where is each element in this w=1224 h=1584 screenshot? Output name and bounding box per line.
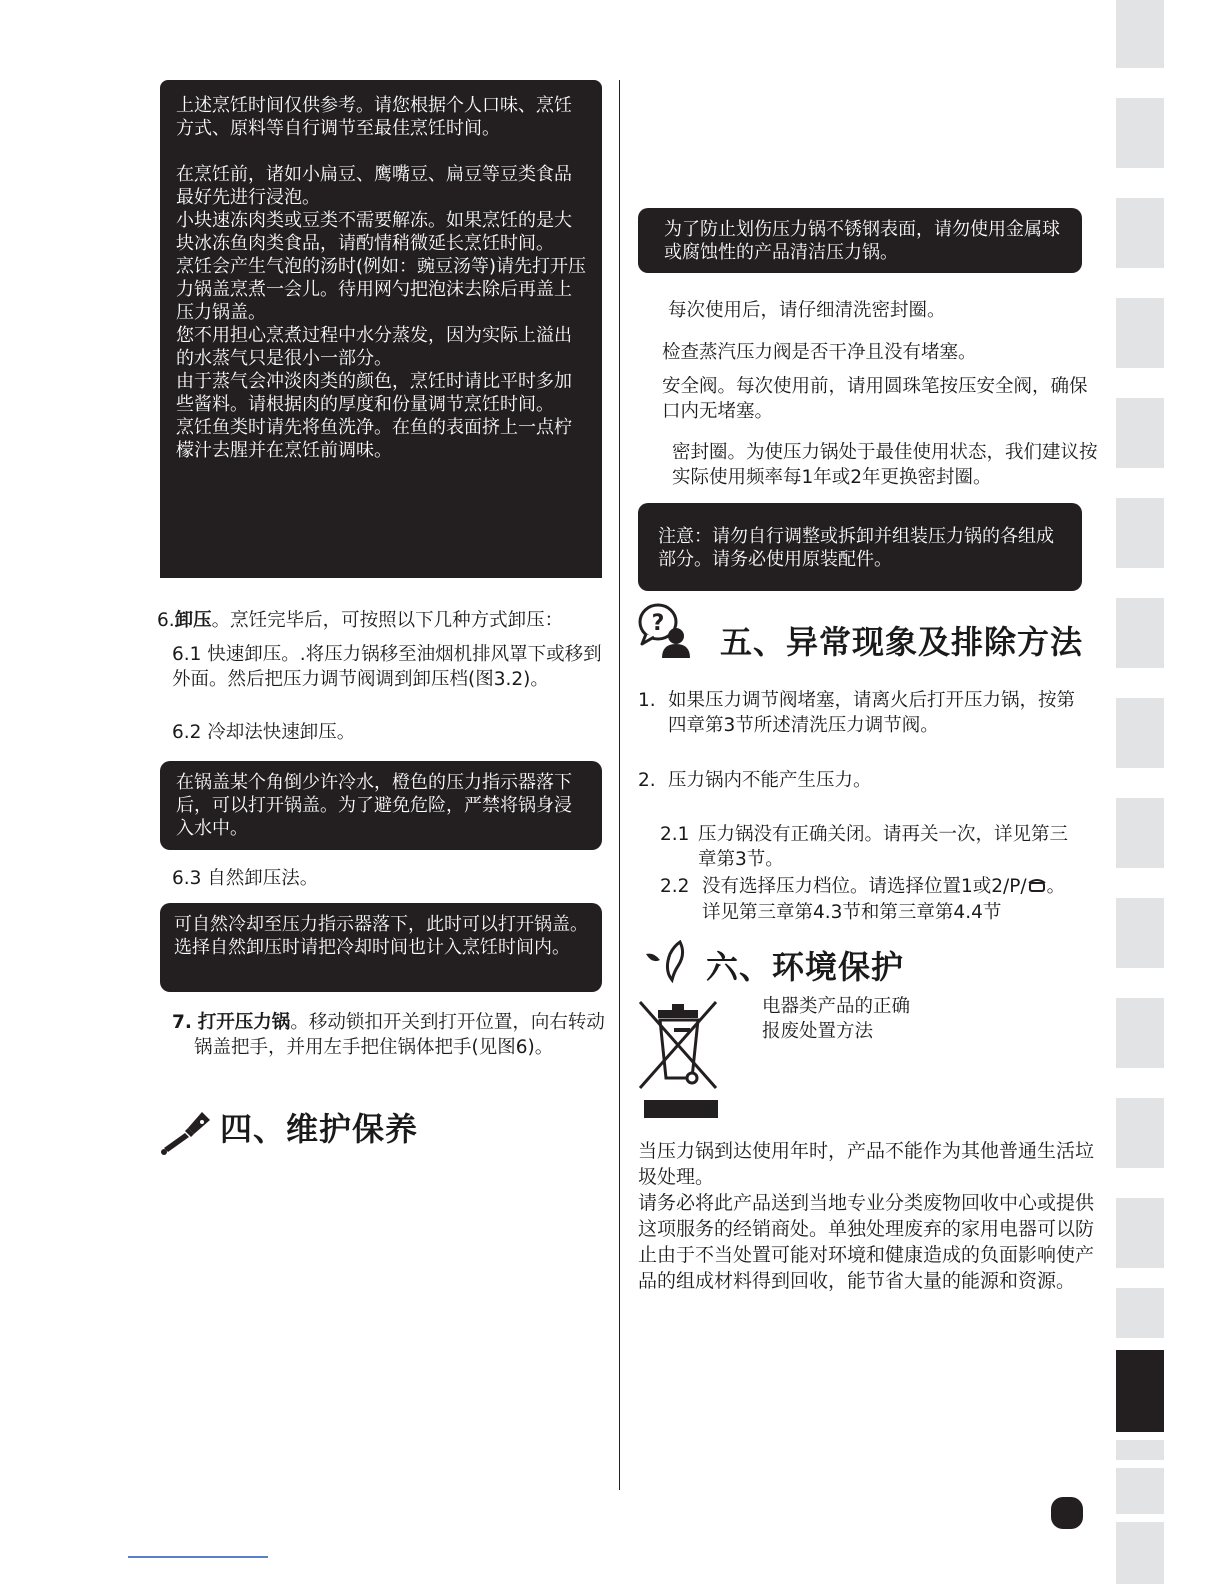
step-title: 打开压力锅 [197,1012,291,1033]
cold-release-box: 在锅盖某个角倒少许冷水，橙色的压力指示器落下后，可以打开锅盖。为了避免危险，严禁将锅身浸入水中。 [160,761,602,850]
natural-release-box: 可自然冷却至压力指示器落下，此时可以打开锅盖。选择自然卸压时请把冷却时间也计入烹饪时间内。 [160,903,602,992]
side-tab [1116,1098,1164,1168]
tip-paragraph: 烹饪会产生气泡的汤时(例如：豌豆汤等)请先打开压力锅盖烹煮一会儿。待用网勺把泡沫去除后再盖上压力锅盖。 [176,256,587,323]
environment-paragraph: 当压力锅到达使用年时，产品不能作为其他普通生活垃圾处理。 请务必将此产品送到当地专业分类废物回收中心或提供这项服务的经销商处。单独处理废弃的家用电器可以防止由于不当处置可能对环境和健康造成的负面影响使产品的组成材料得到回收，能节省大量的能源和资源。 [638,1140,1095,1292]
svg-text:?: ? [651,611,665,636]
tip-paragraph: 小块速冻肉类或豆类不需要解冻。如果烹饪的是大块冰冻鱼肉类食品，请酌情稍微延长烹饪时间。 [176,210,572,254]
step-6-heading [157,608,617,633]
step-number: 6. [157,610,175,631]
footer-rule [128,1556,268,1558]
side-tab [1116,698,1164,768]
maintenance-paragraph: 每次使用后，请仔细清洗密封圈。 [668,300,946,321]
side-tab [1116,0,1164,68]
side-tab [1116,1198,1164,1268]
tip-paragraph: 您不用担心烹煮过程中水分蒸发，因为实际上溢出的水蒸气只是很小一部分。 [176,325,572,369]
section-4-title: 四、维护保养 [220,1110,419,1148]
tip-paragraph: 上述烹饪时间仅供参考。请您根据个人口味、烹饪方式、原料等自行调节至最佳烹饪时间。 [176,95,572,139]
tip-paragraph: 由于蒸气会冲淡肉类的颜色，烹饪时请比平时多加些酱料。请根据肉的厚度和份量调节烹饪时间。 [176,371,572,415]
side-tab [1116,898,1164,968]
column-divider [619,80,620,1490]
crossed-bin-icon [636,998,720,1120]
side-tab [1116,998,1164,1068]
side-tab [1116,598,1164,668]
troubleshoot-item-1: 1. 如果压力调节阀堵塞，请离火后打开压力锅，按第四章第3节所述清洗压力调节阀。 [638,690,1076,736]
step-6-1: 6.1 快速卸压。.将压力锅移至油烟机排风罩下或移到外面。然后把压力调节阀调到卸压档(图3.2)。 [172,644,602,690]
step-7 [172,1010,608,1060]
page-number-badge [1051,1497,1083,1529]
step-text: 。烹饪完毕后，可按照以下几种方式卸压： [211,610,564,631]
cooking-tips-box [160,80,602,578]
troubleshoot-item-2: 2. 压力锅内不能产生压力。 [638,770,872,791]
step-6-3: 6.3 自然卸压法。 [172,868,319,889]
side-tab [1116,1522,1164,1584]
step-number: 7. [172,1012,192,1033]
section-6-title: 六、环境保护 [706,948,905,986]
cleaning-warning-box: 为了防止划伤压力锅不锈钢表面，请勿使用金属球或腐蚀性的产品清洁压力锅。 [638,208,1082,273]
tip-paragraph: 在烹饪前，诸如小扁豆、鹰嘴豆、扁豆等豆类食品最好先进行浸泡。 [176,164,572,208]
side-tab [1116,98,1164,168]
maintenance-paragraph: 密封圈。为使压力锅处于最佳使用状态，我们建议按实际使用频率每1年或2年更换密封圈。 [672,442,1098,488]
side-tab [1116,798,1164,868]
side-tab [1116,398,1164,468]
side-tab [1116,1288,1164,1338]
step-text: 。移动锁扣开关到打开位置，向右转动锅盖把手，并用左手把住锅体把手(见图6)。 [194,1012,605,1058]
troubleshoot-item-2-2: 2.2 没有选择压力档位。请选择位置1或2/P/ 。 详见第三章第4.3节和第三章第4.4节 [660,876,1066,923]
caution-box: 注意：请勿自行调整或拆卸并组装压力锅的各组成部分。请务必使用原装配件。 [638,503,1082,591]
screwdriver-icon [158,1108,214,1156]
troubleshoot-item-2-1: 2.1 压力锅没有正确关闭。请再关一次，详见第三章第3节。 [660,824,1069,870]
weee-label: 电器类产品的正确 报废处置方法 [762,996,911,1042]
side-tab [1116,498,1164,568]
side-tab-active [1116,1350,1164,1432]
step-title: 卸压 [174,610,212,631]
side-tab [1116,1468,1164,1514]
section-5-title: 五、异常现象及排除方法 [720,623,1084,661]
help-person-icon [638,602,696,660]
maintenance-paragraph: 检查蒸汽压力阀是否干净且没有堵塞。 [662,342,977,363]
side-tab [1116,298,1164,368]
side-tab [1116,1440,1164,1460]
side-tab [1116,198,1164,268]
steam-pot-icon [1027,875,1047,900]
step-6-2: 6.2 冷却法快速卸压。 [172,722,356,743]
tip-paragraph: 烹饪鱼类时请先将鱼洗净。在鱼的表面挤上一点柠檬汁去腥并在烹饪前调味。 [176,417,572,461]
maintenance-paragraph: 安全阀。每次使用前，请用圆珠笔按压安全阀，确保口内无堵塞。 [662,376,1088,422]
leaf-icon [642,940,686,984]
